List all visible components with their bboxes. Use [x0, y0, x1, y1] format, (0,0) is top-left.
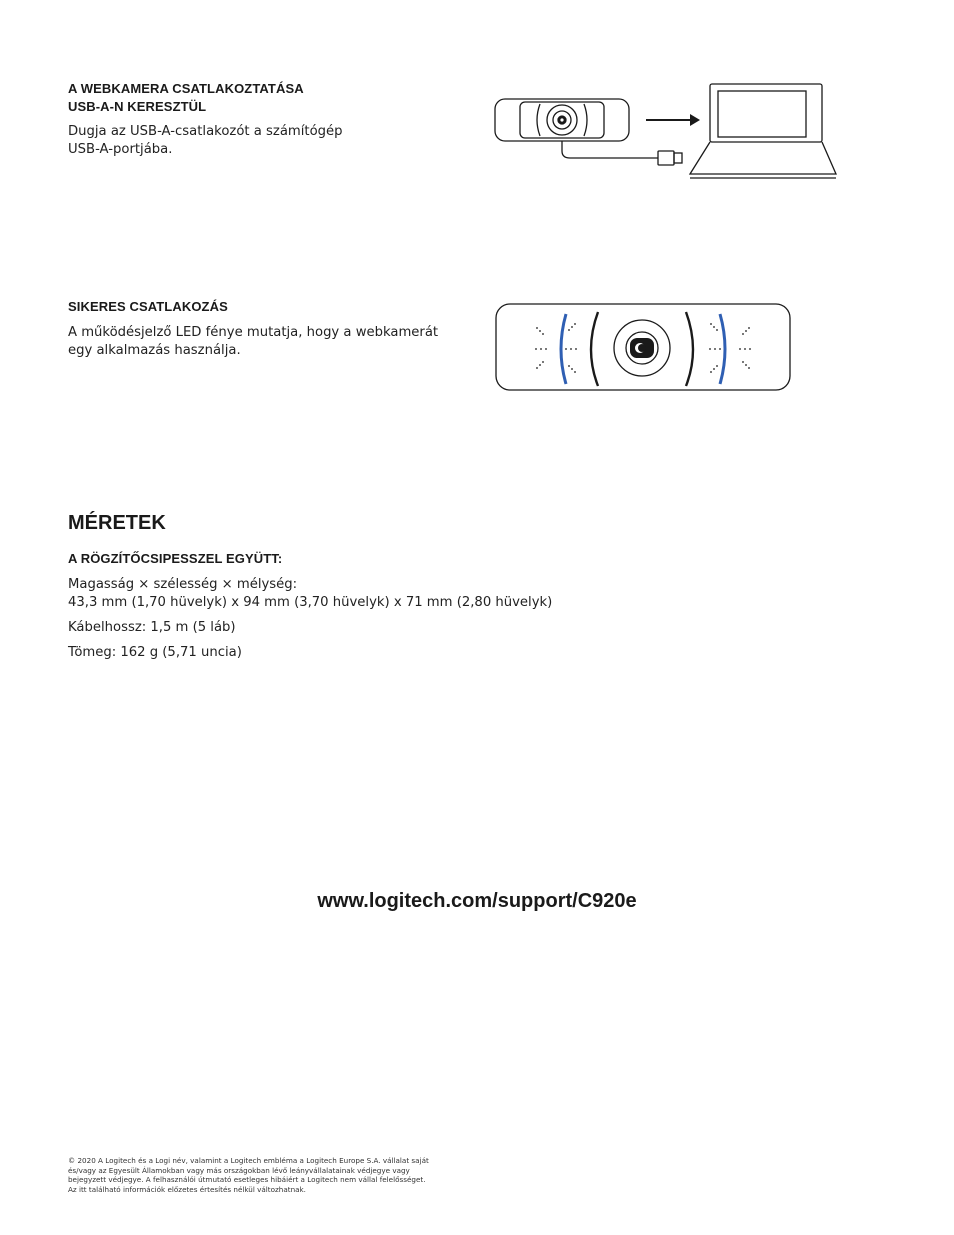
- legal-line2: és/vagy az Egyesült Államokban vagy más országokban lévő leányvállalatainak védjegye vagy: [68, 1165, 410, 1175]
- legal-line1: © 2020 A Logitech és a Logi név, valamint a Logitech embléma a Logitech Europe S.A. vállalat saját: [68, 1156, 429, 1165]
- laptop-screen-icon: [710, 84, 822, 142]
- dimensions-subtitle: A RÖGZÍTŐCSIPESSZEL EGYÜTT:: [68, 551, 283, 566]
- usb-plug-icon: [658, 151, 674, 165]
- success-body-line1: A működésjelző LED fénye mutatja, hogy a webkamerát: [68, 325, 439, 340]
- legal-line4: Az itt található információk előzetes értesítés nélkül változhatnak.: [68, 1184, 306, 1194]
- size-value: 43,3 mm (1,70 hüvelyk) x 94 mm (3,70 hüvelyk) x 71 mm (2,80 hüvelyk): [68, 595, 553, 610]
- legal-line3: bejegyzett védjegye. A felhasználói útmutató esetleges hibáiért a Logitech nem vállal felelősséget.: [68, 1175, 426, 1185]
- connect-body-line1: Dugja az USB-A-csatlakozót a számítógép: [68, 124, 343, 139]
- dimensions-title: MÉRETEK: [68, 512, 166, 534]
- connect-title-line2: USB-A-N KERESZTÜL: [68, 99, 207, 114]
- success-body-line2: egy alkalmazás használja.: [68, 343, 241, 358]
- legal-notice: [68, 1156, 498, 1194]
- success-section: [68, 298, 438, 360]
- success-title: SIKERES CSATLAKOZÁS: [68, 299, 228, 314]
- connect-title-line1: A WEBKAMERA CSATLAKOZTATÁSA: [68, 81, 304, 96]
- dimensions-section: [68, 512, 552, 662]
- webcam-led-illustration: [494, 298, 794, 394]
- support-url-link[interactable]: www.logitech.com/support/C920e: [317, 890, 637, 912]
- size-label: Magasság × szélesség × mélység:: [68, 577, 298, 592]
- connect-body-line2: USB-A-portjába.: [68, 142, 173, 157]
- cable-length: Kábelhossz: 1,5 m (5 láb): [68, 620, 236, 635]
- connect-section: [68, 80, 343, 159]
- weight: Tömeg: 162 g (5,71 uncia): [68, 645, 242, 660]
- webcam-laptop-illustration: [490, 78, 840, 188]
